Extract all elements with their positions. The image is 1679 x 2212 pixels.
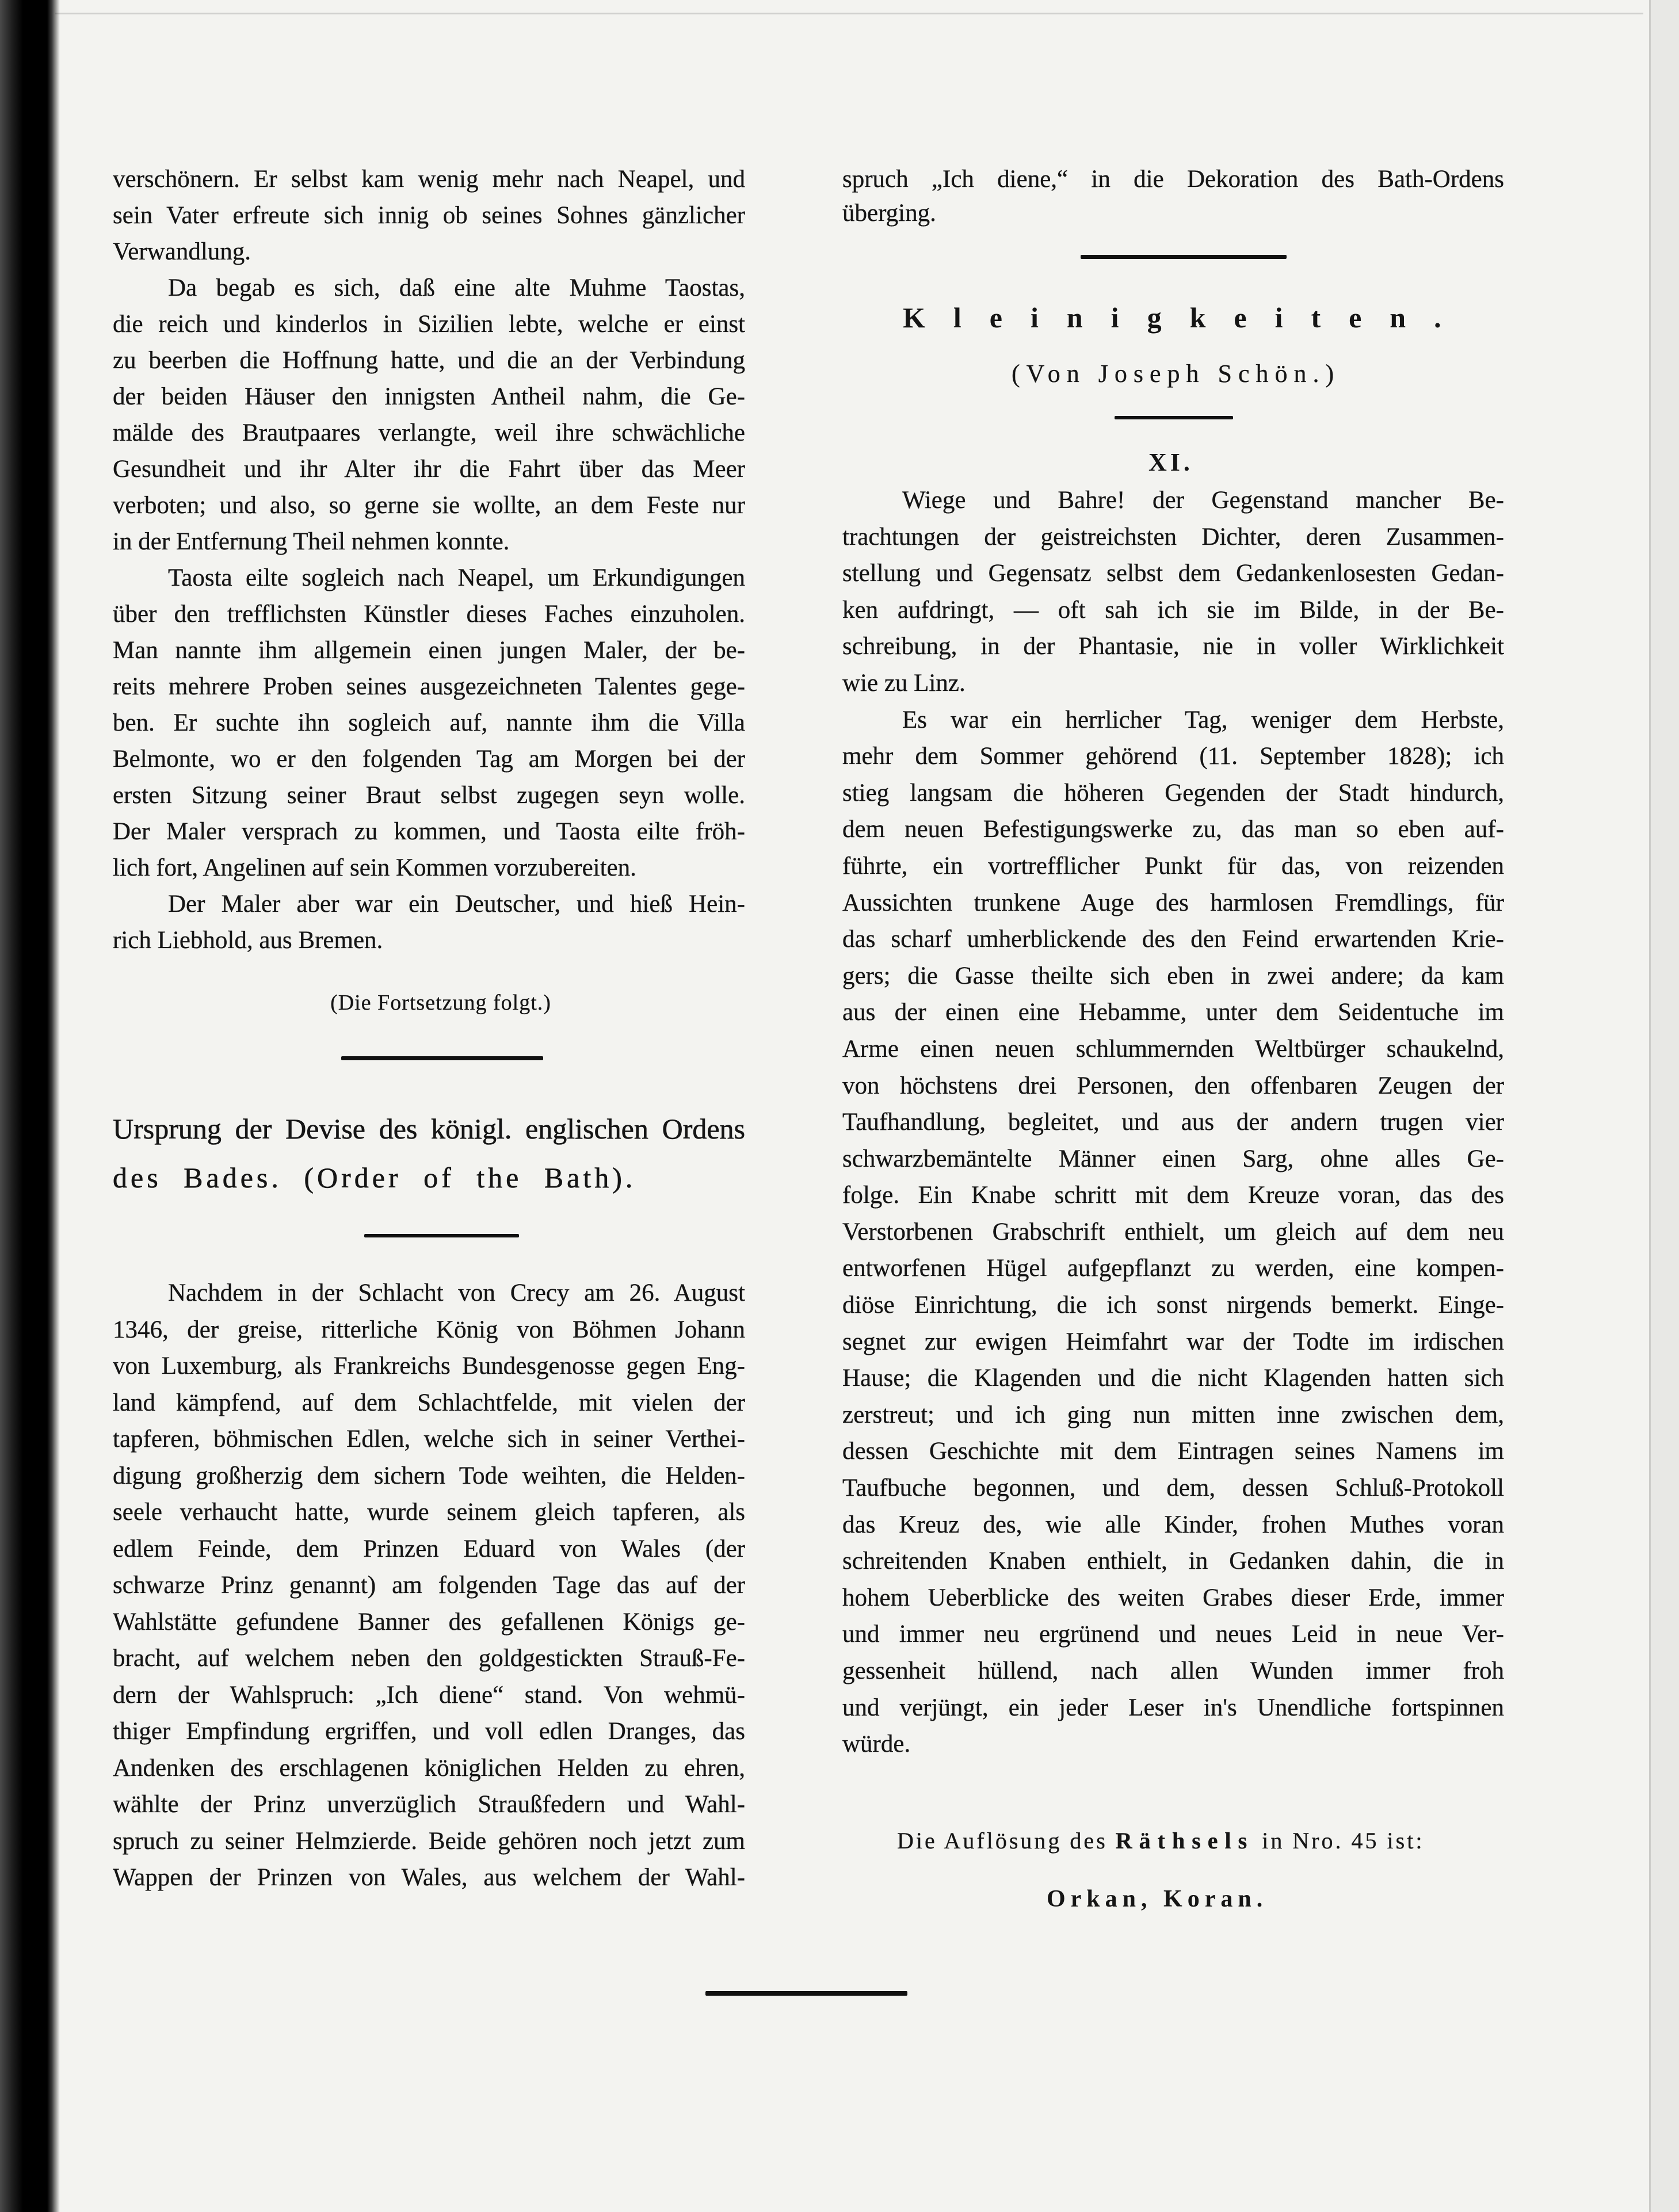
text-line: gessenheit hüllend, nach allen Wunden immer froh xyxy=(842,1657,1504,1684)
text-line: Der Maler aber war ein Deutscher, und hieß Hein- xyxy=(168,891,745,918)
text-line: reits mehrere Proben seines ausgezeichneten Talentes gege- xyxy=(113,673,745,700)
separator-rule xyxy=(364,1234,519,1237)
text-line: diöse Einrichtung, die ich sonst nirgends bemerkt. Einge- xyxy=(842,1292,1504,1319)
text-line: schreibung, in der Phantasie, nie in voller Wirklichkeit xyxy=(842,633,1504,660)
text-line: ben. Er suchte ihn sogleich auf, nannte ihm die Villa xyxy=(113,709,745,736)
text-line: Verwandlung. xyxy=(113,238,251,265)
paragraph xyxy=(113,270,745,560)
text-line: und immer neu ergrünend und neues Leid in neue Ver- xyxy=(842,1621,1504,1648)
separator-rule xyxy=(1081,255,1287,259)
text-line: folge. Ein Knabe schritt mit dem Kreuze voran, das des xyxy=(842,1182,1504,1209)
text-line: stieg langsam die höheren Gegenden der Stadt hindurch, xyxy=(842,779,1504,807)
page-right-edge xyxy=(1649,0,1651,2212)
text-line: tapferen, böhmischen Edlen, welche sich in seiner Verthei- xyxy=(113,1426,745,1453)
text-line: mälde des Brautpaares verlangte, weil ihre schwächliche xyxy=(113,419,745,446)
text-line: edlem Feinde, dem Prinzen Eduard von Wales (der xyxy=(113,1535,745,1562)
text-line: ken aufdringt, — oft sah ich sie im Bilde, in der Be- xyxy=(842,596,1504,624)
text-line: stellung und Gegensatz selbst dem Gedankenlosesten Gedan- xyxy=(842,560,1504,587)
text-line: entworfenen Hügel aufgepflanzt zu werden, eine kompen- xyxy=(842,1255,1504,1282)
text-line: und verjüngt, ein jeder Leser in's Unendliche fortspinnen xyxy=(842,1694,1504,1721)
text-line: Andenken des erschlagenen königlichen Helden zu ehren, xyxy=(113,1754,745,1782)
paragraph xyxy=(113,161,745,270)
text-line: schwarze Prinz genannt) am folgenden Tage das auf der xyxy=(113,1572,745,1599)
text-line: von Luxemburg, als Frankreichs Bundesgenosse gegen Eng- xyxy=(113,1353,745,1380)
paragraph xyxy=(842,482,1504,702)
headline-line: des Bades. (Order of the Bath). xyxy=(113,1162,636,1194)
section-body xyxy=(842,482,1504,1763)
separator-rule xyxy=(1115,416,1233,419)
text-line: der beiden Häuser den innigsten Antheil nahm, die Ge- xyxy=(113,383,745,410)
section-number: XI. xyxy=(1148,448,1193,476)
paragraph xyxy=(113,560,745,886)
text-line: seele verhaucht hatte, wurde seinem gleich tapferen, als xyxy=(113,1499,745,1526)
text-line: land kämpfend, auf dem Schlachtfelde, mit vielen der xyxy=(113,1389,745,1416)
text-line: würde. xyxy=(842,1730,911,1758)
text-line: dessen Geschichte mit dem Eintragen seines Namens im xyxy=(842,1438,1504,1465)
text-line: hohem Ueberblicke des weiten Grabes dieser Erde, immer xyxy=(842,1584,1504,1611)
text-line: Aussichten trunkene Auge des harmlosen Fremdlings, für xyxy=(842,889,1504,916)
text-line: sein Vater erfreute sich innig ob seines Sohnes gänzlicher xyxy=(113,202,745,229)
text-line: verboten; und also, so gerne sie wollte, an dem Feste nur xyxy=(113,492,745,519)
text-line: Taosta eilte sogleich nach Neapel, um Erkundigungen xyxy=(168,564,745,591)
text-line: schwarzbemäntelte Männer einen Sarg, ohne alles Ge- xyxy=(842,1145,1504,1172)
text-line: trachtungen der geistreichsten Dichter, deren Zusammen- xyxy=(842,523,1504,551)
text-line: Arme einen neuen schlummernden Weltbürger schaukelnd, xyxy=(842,1035,1504,1063)
text-line: die reich und kinderlos in Sizilien lebte, welche er einst xyxy=(113,311,745,338)
text-line: Hause; die Klagenden und die nicht Klagenden hatten sich xyxy=(842,1365,1504,1392)
riddle-suffix: in Nro. 45 ist: xyxy=(1262,1828,1425,1854)
text-line: führte, ein vortrefflicher Punkt für das, von reizenden xyxy=(842,852,1504,880)
riddle-solution-line xyxy=(897,1827,1424,1855)
text-line: überging. xyxy=(842,200,936,227)
text-line: zu beerben die Hoffnung hatte, und die an der Verbindung xyxy=(113,347,745,374)
scan-top-edge xyxy=(55,13,1643,14)
article-body xyxy=(113,1275,745,1896)
section-byline: (Von Joseph Schön.) xyxy=(1012,360,1341,388)
text-line: in der Entfernung Theil nehmen konnte. xyxy=(113,528,510,555)
text-line: über den trefflichsten Künstler dieses Faches einzuholen. xyxy=(113,601,745,628)
end-rule xyxy=(705,1991,907,1996)
text-line: aus der einen eine Hebamme, unter dem Seidentuche im xyxy=(842,999,1504,1026)
text-line: Man nannte ihm allgemein einen jungen Maler, der be- xyxy=(113,637,745,664)
text-line: von höchstens drei Personen, den offenbaren Zeugen der xyxy=(842,1072,1504,1099)
text-line: bracht, auf welchem neben den goldgestickten Strauß-Fe- xyxy=(113,1645,745,1672)
text-line: dern der Wahlspruch: „Ich diene“ stand. Von wehmü- xyxy=(113,1681,745,1709)
section-title: Kleinigkeiten. xyxy=(903,301,1470,334)
text-line: Nachdem in der Schlacht von Crecy am 26. August xyxy=(168,1279,745,1306)
text-line: Wappen der Prinzen von Wales, aus welchem der Wahl- xyxy=(113,1864,745,1891)
story-continuation xyxy=(113,161,745,958)
text-line: spruch zu seiner Helmzierde. Beide gehören noch jetzt zum xyxy=(113,1827,745,1855)
text-line: Taufhandlung, begleitet, und aus der andern trugen vier xyxy=(842,1109,1504,1136)
text-line: segnet zur ewigen Heimfahrt war der Todte im irdischen xyxy=(842,1328,1504,1355)
text-line: lich fort, Angelinen auf sein Kommen vorzubereiten. xyxy=(113,854,636,881)
paragraph xyxy=(113,886,745,958)
text-line: digung großherzig dem sichern Tode weihten, die Helden- xyxy=(113,1462,745,1489)
article-headline xyxy=(113,1105,745,1202)
text-line: wählte der Prinz unverzüglich Straußfedern und Wahl- xyxy=(113,1791,745,1818)
text-line: Wahlstätte gefundene Banner des gefallenen Königs ge- xyxy=(113,1608,745,1636)
text-line: Der Maler versprach zu kommen, und Taosta eilte fröh- xyxy=(113,818,745,845)
text-line: mehr dem Sommer gehörend (11. September 1828); ich xyxy=(842,743,1504,770)
riddle-keyword: Räthsels xyxy=(1115,1828,1254,1854)
riddle-prefix: Die Auflösung des xyxy=(897,1828,1108,1854)
text-line: verschönern. Er selbst kam wenig mehr nach Neapel, und xyxy=(113,166,745,193)
text-line: Da begab es sich, daß eine alte Muhme Taostas, xyxy=(168,274,745,301)
text-line: thiger Empfindung ergriffen, und voll edlen Dranges, das xyxy=(113,1718,745,1745)
text-line: schreitenden Knaben enthielt, in Gedanken dahin, die in xyxy=(842,1548,1504,1575)
paragraph xyxy=(113,1275,745,1896)
text-line: spruch „Ich diene,“ in die Dekoration des Bath-Ordens xyxy=(842,166,1504,193)
text-line: Es war ein herrlicher Tag, weniger dem Herbste, xyxy=(902,706,1504,733)
separator-rule xyxy=(341,1056,543,1060)
text-line: Taufbuche begonnen, und dem, dessen Schluß-Protokoll xyxy=(842,1474,1504,1502)
paragraph xyxy=(842,702,1504,1763)
scan-right-margin xyxy=(1651,0,1679,2212)
text-line: das scharf umherblickende des den Feind erwartenden Krie- xyxy=(842,926,1504,953)
binding-shadow xyxy=(0,0,60,2212)
article-continuation xyxy=(842,162,1504,230)
riddle-answer: Orkan, Koran. xyxy=(1047,1886,1268,1912)
text-line: 1346, der greise, ritterliche König von Böhmen Johann xyxy=(113,1316,745,1343)
text-line: rich Liebhold, aus Bremen. xyxy=(113,927,383,954)
text-line: zerstreut; und ich ging nun mitten inne zwischen dem, xyxy=(842,1401,1504,1428)
text-line: Gesundheit und ihr Alter ihr die Fahrt über das Meer xyxy=(113,456,745,483)
text-line: ersten Sitzung seiner Braut selbst zugegen seyn wolle. xyxy=(113,782,745,809)
headline-line: Ursprung der Devise des königl. englischen Ordens xyxy=(113,1113,745,1145)
text-line: wie zu Linz. xyxy=(842,669,966,697)
text-line: Wiege und Bahre! der Gegenstand mancher Be- xyxy=(902,487,1504,514)
text-line: das Kreuz des, wie alle Kinder, frohen Muthes voran xyxy=(842,1511,1504,1538)
continuation-note: (Die Fortsetzung folgt.) xyxy=(330,991,551,1015)
text-line: Verstorbenen Grabschrift enthielt, um gleich auf dem neu xyxy=(842,1218,1504,1246)
text-line: Belmonte, wo er den folgenden Tag am Morgen bei der xyxy=(113,746,745,773)
text-line: dem neuen Befestigungswerke zu, das man so eben auf- xyxy=(842,816,1504,843)
text-line: gers; die Gasse theilte sich eben in zwei andere; da kam xyxy=(842,962,1504,990)
